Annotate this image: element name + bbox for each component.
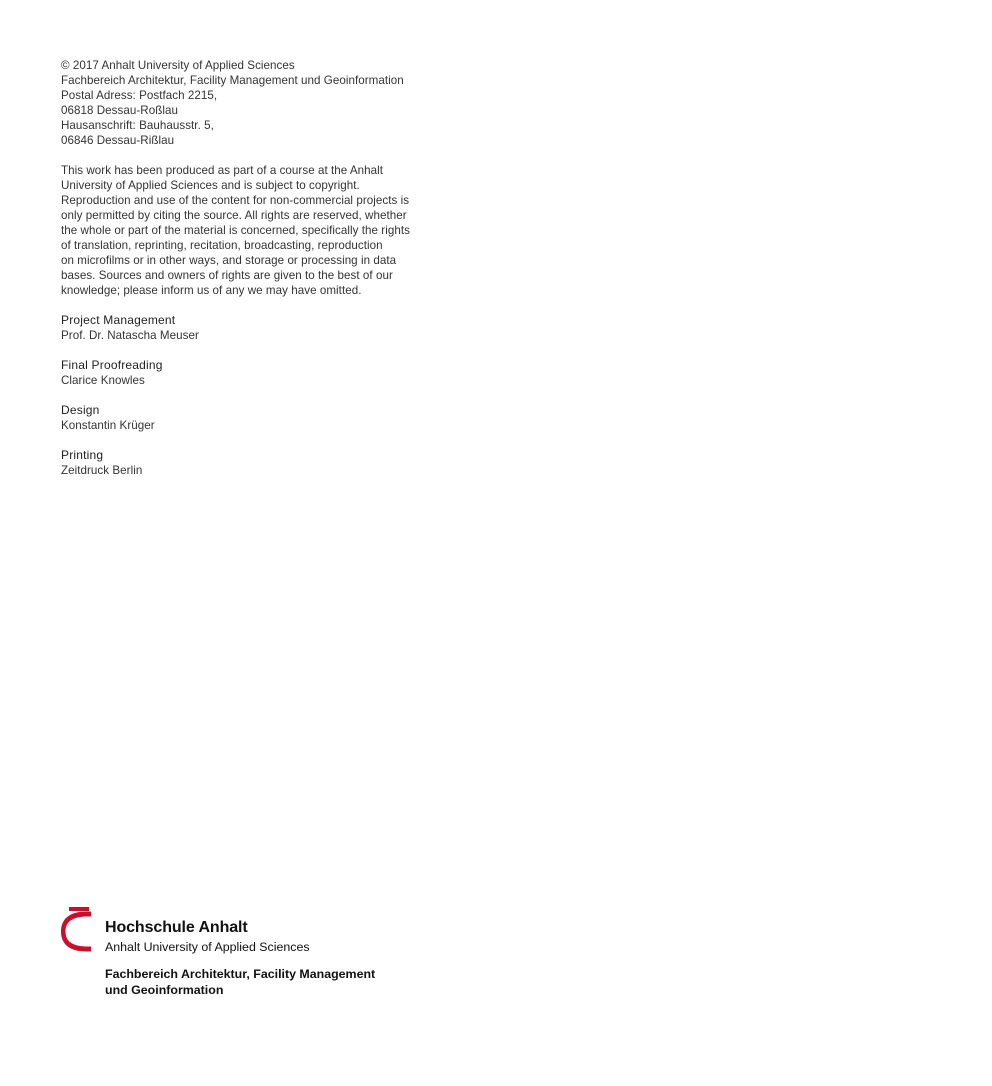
copyright-line: knowledge; please inform us of any we may have omitted. (61, 284, 362, 297)
copyright-line: University of Applied Sciences and is subject to copyright. (61, 179, 360, 192)
credit-name: Konstantin Krüger (61, 419, 155, 432)
university-logo-block (61, 907, 481, 1007)
credit-project-management (61, 313, 461, 343)
department-line: und Geoinformation (105, 983, 224, 997)
credit-heading: Printing (61, 448, 104, 462)
address-line: Hausanschrift: Bauhausstr. 5, (61, 119, 214, 132)
copyright-line: only permitted by citing the source. All rights are reserved, whether (61, 209, 407, 222)
brand-subtitle: Anhalt University of Applied Sciences (105, 940, 310, 954)
address-line: 06846 Dessau-Rißlau (61, 134, 175, 147)
address-line: 06818 Dessau-Roßlau (61, 104, 178, 117)
address-line: Postal Adress: Postfach 2215, (61, 89, 218, 102)
address-line: © 2017 Anhalt University of Applied Sciences (61, 59, 295, 72)
copyright-line: on microfilms or in other ways, and storage or processing in data (61, 254, 397, 267)
copyright-line: This work has been produced as part of a course at the Anhalt (61, 164, 384, 177)
brand-name: Hochschule Anhalt (105, 919, 248, 936)
credit-printing (61, 448, 461, 478)
credit-name: Zeitdruck Berlin (61, 464, 143, 477)
address-line: Fachbereich Architektur, Facility Management und Geoinformation (61, 74, 404, 87)
copyright-notice (61, 163, 461, 298)
copyright-line: Reproduction and use of the content for non-commercial projects is (61, 194, 410, 207)
credit-heading: Project Management (61, 313, 176, 327)
department-name (105, 966, 375, 998)
credit-name: Prof. Dr. Natascha Meuser (61, 329, 199, 342)
imprint-text (61, 58, 461, 478)
credit-heading: Design (61, 403, 100, 417)
hochschule-anhalt-logo-icon (61, 907, 91, 955)
address-block (61, 58, 461, 148)
credit-name: Clarice Knowles (61, 374, 145, 387)
copyright-line: of translation, reprinting, recitation, broadcasting, reproduction (61, 239, 383, 252)
copyright-line: bases. Sources and owners of rights are given to the best of our (61, 269, 393, 282)
copyright-line: the whole or part of the material is concerned, specifically the rights (61, 224, 410, 237)
credit-heading: Final Proofreading (61, 358, 163, 372)
department-line: Fachbereich Architektur, Facility Management (105, 967, 376, 981)
credit-design (61, 403, 461, 433)
credit-final-proofreading (61, 358, 461, 388)
